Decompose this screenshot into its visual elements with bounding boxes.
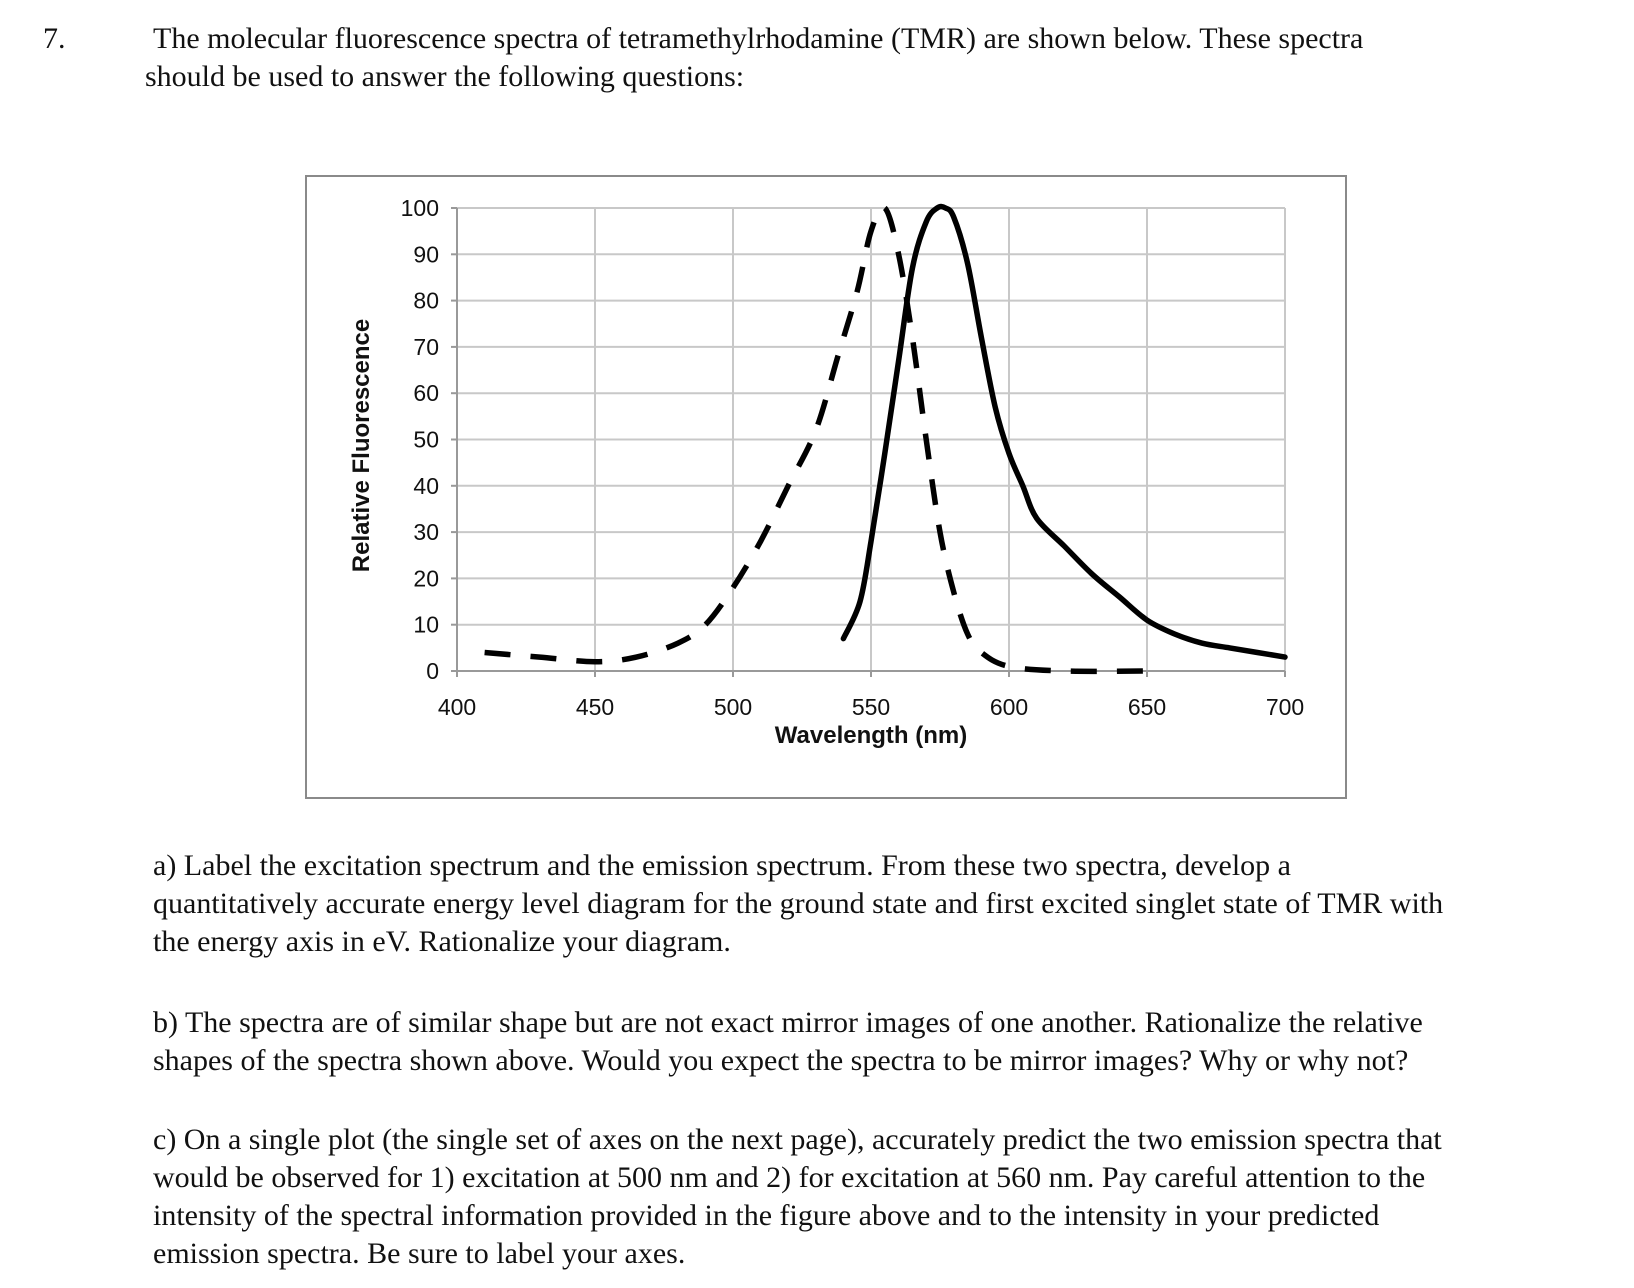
y-tick-label: 0 — [426, 658, 439, 684]
y-tick-label: 30 — [413, 519, 439, 546]
y-tick-label: 20 — [413, 565, 439, 592]
question-number: 7. — [43, 22, 66, 55]
solid-spectrum-line — [843, 207, 1285, 658]
part-b-line-1: b) The spectra are of similar shape but are not exact mirror images of one another. Rationalize the relative — [153, 1006, 1423, 1039]
part-b — [153, 1004, 1593, 1080]
y-tick-label: 90 — [413, 241, 439, 268]
chart-axes — [451, 208, 1285, 677]
x-tick-label: 550 — [851, 694, 891, 720]
y-tick-label: 50 — [413, 426, 439, 453]
part-c-line-2: would be observed for 1) excitation at 500 nm and 2) for excitation at 560 nm. Pay careful attention to the — [153, 1161, 1426, 1194]
x-tick-label: 600 — [989, 694, 1029, 720]
x-tick-label: 650 — [1127, 694, 1167, 720]
chart-labels — [348, 195, 1304, 749]
question-intro — [145, 20, 1593, 96]
y-tick-label: 100 — [400, 195, 439, 221]
x-axis-title: Wavelength (nm) — [774, 722, 968, 749]
part-c — [153, 1121, 1593, 1273]
part-b-line-2: shapes of the spectra shown above. Would you expect the spectra to be mirror images? Why or why not? — [153, 1044, 1409, 1077]
y-tick-label: 60 — [413, 380, 439, 407]
x-tick-label: 400 — [437, 694, 477, 720]
intro-line-1: The molecular fluorescence spectra of tetramethylrhodamine (TMR) are shown below. These spectra — [153, 22, 1364, 55]
y-tick-label: 70 — [413, 333, 439, 360]
part-c-line-4: emission spectra. Be sure to label your axes. — [153, 1237, 686, 1270]
x-tick-label: 700 — [1265, 694, 1305, 720]
x-tick-label: 450 — [575, 694, 615, 720]
y-tick-label: 40 — [413, 472, 439, 499]
part-a — [153, 847, 1593, 961]
part-a-line-2: quantitatively accurate energy level diagram for the ground state and first excited singlet state of TMR with — [153, 887, 1444, 920]
y-tick-label: 10 — [413, 611, 439, 638]
chart-grid — [457, 208, 1285, 671]
part-a-line-3: the energy axis in eV. Rationalize your diagram. — [153, 925, 731, 958]
y-tick-label: 80 — [413, 287, 439, 314]
y-axis-title: Relative Fluorescence — [348, 318, 375, 573]
spectra-chart — [307, 177, 1345, 797]
spectra-figure — [305, 175, 1347, 799]
x-tick-label: 500 — [713, 694, 753, 720]
intro-line-2: should be used to answer the following questions: — [145, 60, 745, 93]
part-c-line-1: c) On a single plot (the single set of axes on the next page), accurately predict the two emission spectra that — [153, 1123, 1442, 1156]
part-c-line-3: intensity of the spectral information provided in the figure above and to the intensity in your predicted — [153, 1199, 1380, 1232]
part-a-line-1: a) Label the excitation spectrum and the emission spectrum. From these two spectra, develop a — [153, 849, 1291, 882]
